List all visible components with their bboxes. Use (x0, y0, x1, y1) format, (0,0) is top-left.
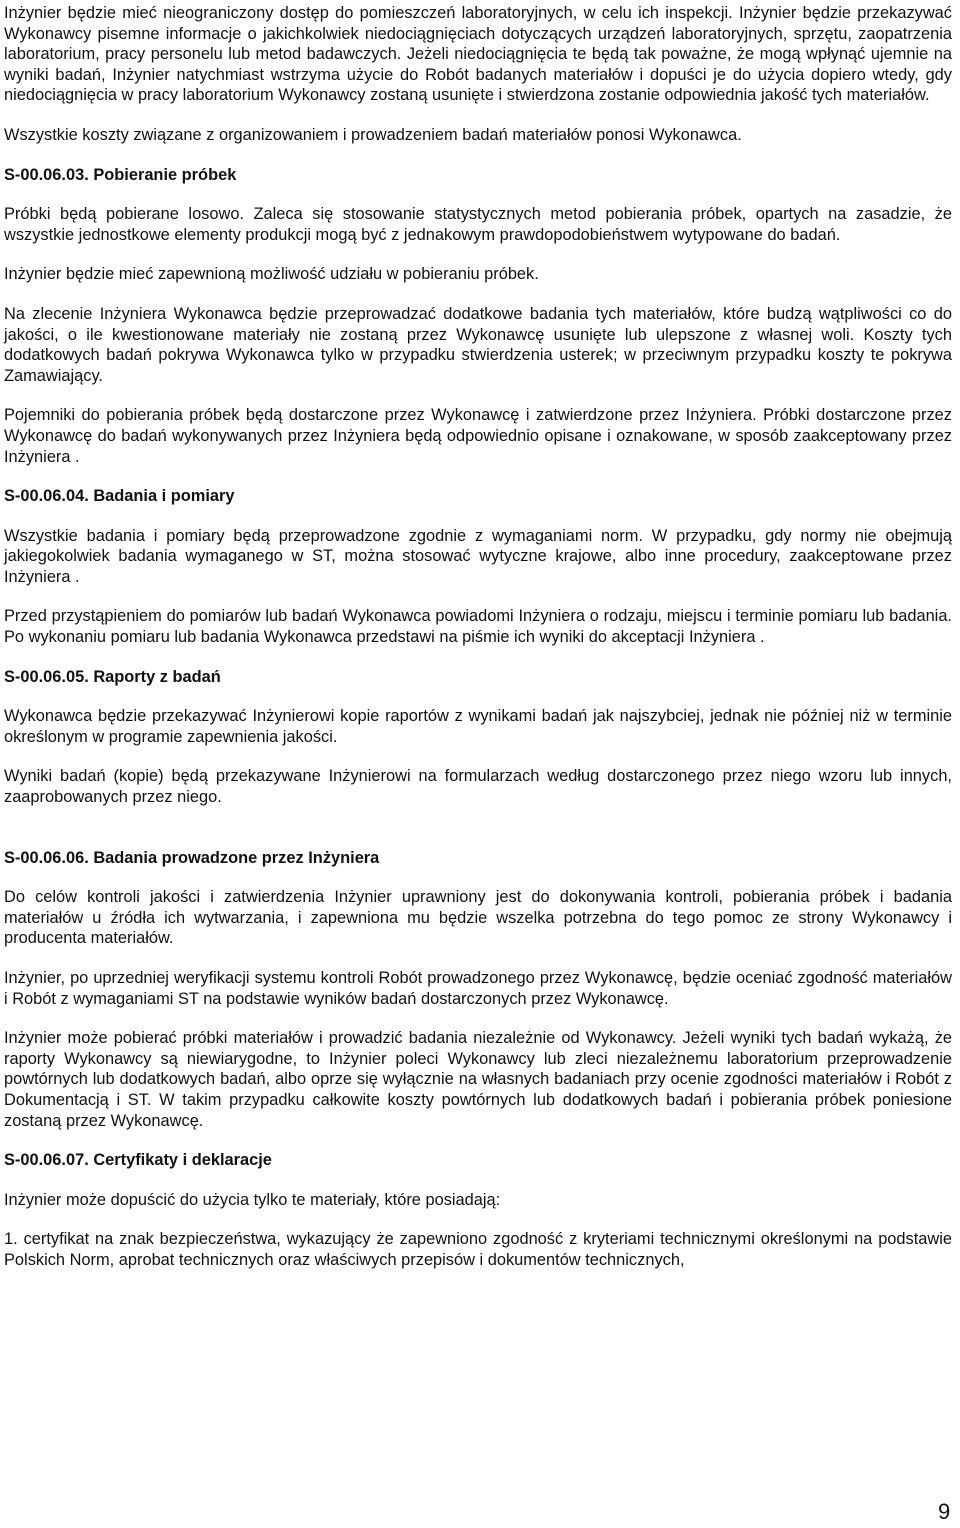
section-title: Certyfikaty i deklaracje (93, 1151, 272, 1170)
paragraph: Pojemniki do pobierania próbek będą dostarczone przez Wykonawcę i zatwierdzone przez Inżyniera. Próbki dostarczone przez Wykonawcę do badań wykonywanych przez Inżyniera będą odpowiednio opisane i oznakowane, w sposób zaakceptowany przez Inżyniera . (4, 406, 952, 466)
section-heading-sampling (4, 165, 952, 186)
paragraph: Inżynier może dopuścić do użycia tylko te materiały, które posiadają: (4, 1190, 501, 1209)
section-number: S-00.06.06. (4, 848, 89, 867)
section-heading-tests-measurements (4, 486, 952, 507)
paragraph-testing-costs: Wszystkie koszty związane z organizowaniem i prowadzeniem badań materiałów ponosi Wykonawca. (4, 125, 742, 144)
paragraph: Próbki będą pobierane losowo. Zaleca się stosowanie statystycznych metod pobierania próbek, opartych na zasadzie, że wszystkie jednostkowe elementy produkcji mogą być z jednakowym prawdopodobieństwem wytypowane do badań. (4, 205, 952, 244)
paragraph-laboratory-inspection: Inżynier będzie mieć nieograniczony dostęp do pomieszczeń laboratoryjnych, w celu ich inspekcji. Inżynier będzie przekazywać Wykonawcy pisemne informacje o jakichkolwiek niedociągnięciach dotyczących urządzeń laboratoryjnych, sprzętu, zaopatrzenia laboratorium, pracy personelu lub metod badawczych. Jeżeli niedociągnięcia te będą tak poważne, że mogą wpłynąć ujemnie na wyniki badań, Inżynier natychmiast wstrzyma użycie do Robót badanych materiałów i dopuści je do użycia dopiero wtedy, gdy niedociągnięcia w pracy laboratorium Wykonawcy zostaną usunięte i stwierdzona zostanie odpowiednia jakość tych materiałów. (4, 4, 952, 105)
spacer (4, 827, 952, 848)
paragraph: Przed przystąpieniem do pomiarów lub badań Wykonawca powiadomi Inżyniera o rodzaju, miejscu i terminie pomiaru lub badania. Po wykonaniu pomiaru lub badania Wykonawca przedstawi na piśmie ich wyniki do akceptacji Inżyniera . (4, 607, 952, 647)
paragraph: Wykonawca będzie przekazywać Inżynierowi kopie raportów z wynikami badań jak najszybciej, jednak nie później niż w terminie określonym w programie zapewnienia jakości. (4, 707, 952, 746)
document-page (4, 3, 952, 1290)
paragraph: Inżynier może pobierać próbki materiałów i prowadzić badania niezależnie od Wykonawcy. Jeżeli wyniki tych badań wykażą, że raporty Wykonawcy są niewiarygodne, to Inżynier poleci Wykonawcy lub zleci niezależnemu laboratorium przeprowadzenie powtórnych lub dodatkowych badań, albo oprze się wyłącznie na własnych badaniach przy ocenie zgodności materiałów i Robót z Dokumentacją i ST. W takim przypadku całkowite koszty powtórnych lub dodatkowych badań i pobierania próbek poniesione zostaną przez Wykonawcę. (4, 1029, 952, 1130)
section-heading-engineer-tests (4, 848, 952, 869)
section-title: Badania i pomiary (93, 487, 235, 506)
section-title: Badania prowadzone przez Inżyniera (93, 848, 380, 867)
page-number: 9 (938, 1499, 951, 1524)
section-heading-test-reports (4, 667, 952, 688)
paragraph: Wyniki badań (kopie) będą przekazywane Inżynierowi na formularzach według dostarczonego przez niego wzoru lub innych, zaaprobowanych przez niego. (4, 767, 952, 807)
paragraph: Na zlecenie Inżyniera Wykonawca będzie przeprowadzać dodatkowe badania tych materiałów, które budzą wątpliwości co do jakości, o ile kwestionowane materiały nie zostaną przez Wykonawcę usunięte lub ulepszone z własnej woli. Koszty tych dodatkowych badań pokrywa Wykonawca tylko w przypadku stwierdzenia usterek; w przeciwnym przypadku koszty te pokrywa Zamawiający. (4, 304, 952, 385)
paragraph: Wszystkie badania i pomiary będą przeprowadzone zgodnie z wymaganiami norm. W przypadku, gdy normy nie obejmują jakiegokolwiek badania wymaganego w ST, można stosować wytyczne krajowe, albo inne procedury, zaakceptowane przez Inżyniera . (4, 526, 952, 586)
paragraph: Inżynier będzie mieć zapewnioną możliwość udziału w pobieraniu próbek. (4, 265, 539, 284)
section-number: S-00.06.07. (4, 1151, 89, 1170)
section-number: S-00.06.05. (4, 667, 89, 686)
section-heading-certificates (4, 1150, 952, 1171)
paragraph: Do celów kontroli jakości i zatwierdzenia Inżynier uprawniony jest do dokonywania kontroli, pobierania próbek i badania materiałów u źródła ich wytwarzania, i zapewniona mu będzie wszelka potrzebna do tego pomoc ze strony Wykonawcy i producenta materiałów. (4, 888, 952, 948)
section-number: S-00.06.04. (4, 487, 89, 506)
section-title: Raporty z badań (93, 667, 221, 686)
section-number: S-00.06.03. (4, 165, 89, 184)
paragraph: Inżynier, po uprzedniej weryfikacji systemu kontroli Robót prowadzonego przez Wykonawcę, będzie oceniać zgodność materiałów i Robót z wymaganiami ST na podstawie wyników badań dostarczonych przez Wykonawcę. (4, 969, 952, 1008)
section-title: Pobieranie próbek (93, 165, 237, 184)
list-item: 1. certyfikat na znak bezpieczeństwa, wykazujący że zapewniono zgodność z kryteriami technicznymi określonymi na podstawie Polskich Norm, aprobat technicznych oraz właściwych przepisów i dokumentów technicznych, (4, 1230, 952, 1269)
